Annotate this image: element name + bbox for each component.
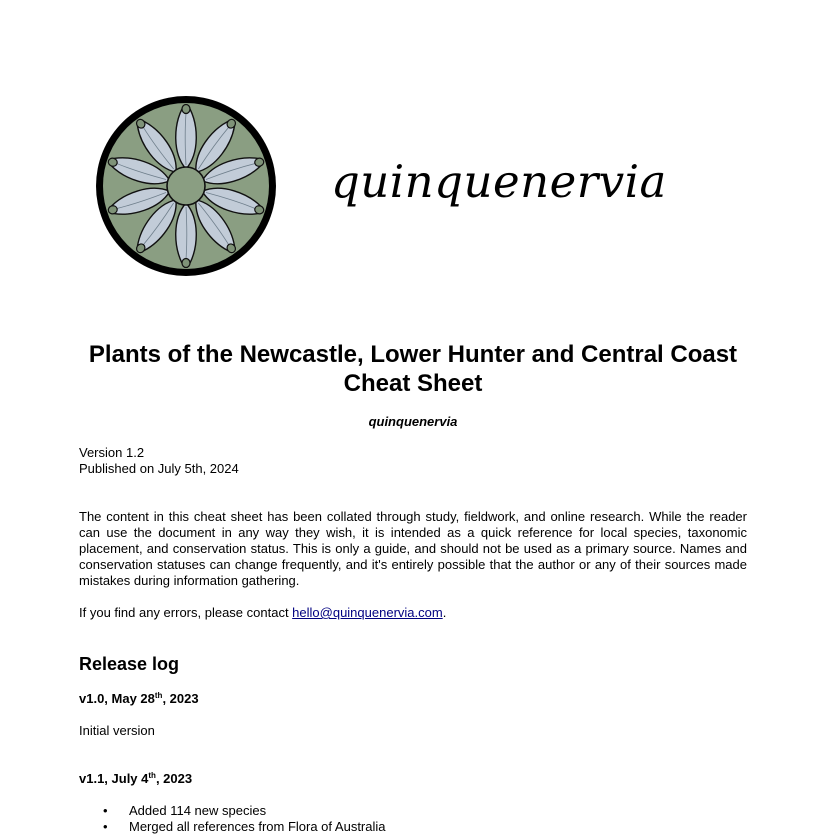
brand-wordmark: quinquenervia (331, 155, 667, 208)
version-label: Version 1.2 (79, 445, 145, 460)
list-item: • Merged all references from Flora of Australia (129, 819, 386, 835)
release-year: , 2023 (162, 691, 199, 706)
release-version: v1.1, July 4 (79, 771, 149, 786)
published-date: Published on July 5th, 2024 (79, 461, 239, 476)
release-changes-v1-1 (129, 803, 386, 835)
release-year: , 2023 (155, 771, 193, 786)
release-version: v1.0, May 28 (79, 691, 155, 706)
author-name: quinquenervia (368, 414, 458, 429)
contact-prefix: If you find any errors, please contact (79, 605, 293, 620)
release-log-heading: Release log (79, 654, 180, 674)
list-item: • Added 114 new species (129, 803, 386, 819)
document-meta (79, 445, 239, 477)
release-heading-v1-1 (79, 771, 192, 787)
contact-email-link[interactable]: hello@quinquenervia.com (292, 605, 443, 620)
release-notes-v1-0: Initial version (79, 723, 155, 738)
contact-suffix: . (442, 605, 447, 620)
page-title: Plants of the Newcastle, Lower Hunter and Central Coast Cheat Sheet (88, 341, 738, 397)
flannel-flower-icon (95, 95, 277, 277)
disclaimer-paragraph: The content in this cheat sheet has been collated through study, fieldwork, and online research. While the reader can use the document in any way they wish, it is intended as a quick reference for local species, taxonomic placement, and conservation status. This is only a guide, and should not be used as a primary source. Names and conservation statuses can change frequently, and it's entirely possible that the author or any of their sources made mistakes during information gathering. (79, 509, 747, 588)
release-ordinal: th (154, 691, 163, 700)
release-heading-v1-0 (79, 691, 199, 707)
release-ordinal: th (148, 771, 156, 780)
contact-paragraph (79, 605, 446, 621)
